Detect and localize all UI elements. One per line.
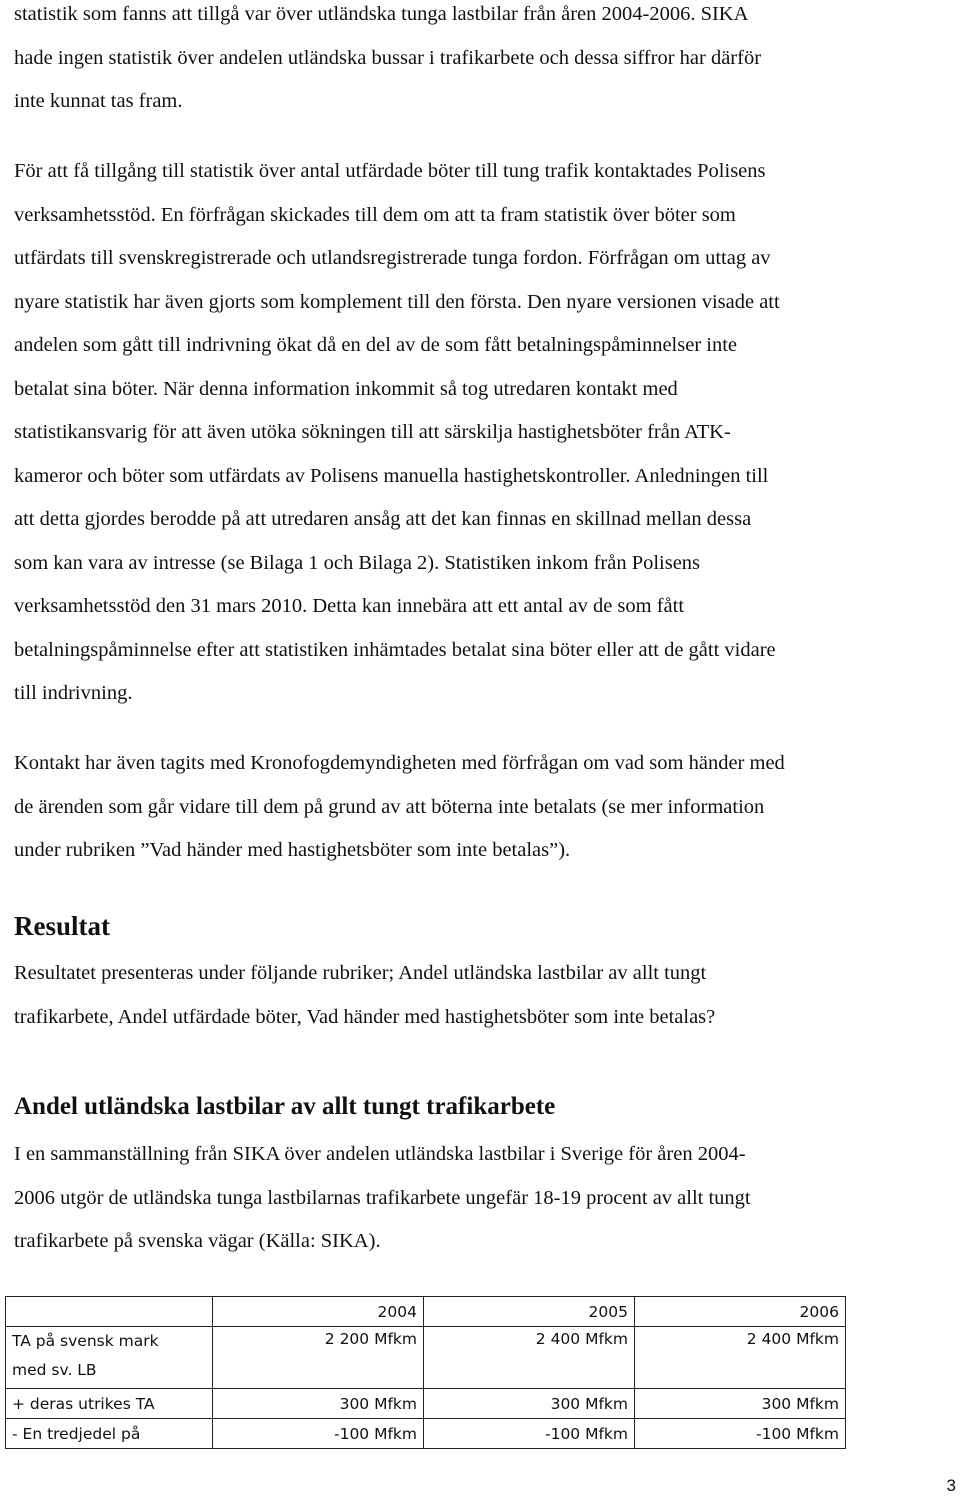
text-line: till indrivning. bbox=[14, 682, 133, 704]
text-line: att detta gjordes berodde på att utredaren ansåg att det kan finnas en skillnad mellan dessa bbox=[14, 508, 752, 530]
text-line: nyare statistik har även gjorts som komplement till den första. Den nyare versionen visade att bbox=[14, 290, 780, 313]
paragraph-kronofogden bbox=[14, 742, 785, 873]
text-line: verksamhetsstöd. En förfrågan skickades till dem om att ta fram statistik över böter som bbox=[14, 203, 736, 226]
table-cell: 2 400 Mfkm bbox=[424, 1327, 635, 1389]
text-line: Resultatet presenteras under följande rubriker; Andel utländska lastbilar av allt tungt bbox=[14, 962, 707, 984]
paragraph-sika-statistics bbox=[14, 0, 761, 124]
text-line: under rubriken ”Vad händer med hastighetsböter som inte betalas”). bbox=[14, 839, 571, 861]
label-line: TA på svensk mark bbox=[12, 1332, 159, 1350]
text-line: trafikarbete på svenska vägar (Källa: SIKA). bbox=[14, 1230, 381, 1252]
page-number: 3 bbox=[946, 1476, 956, 1495]
heading-andel-utlandska-lastbilar: Andel utländska lastbilar av allt tungt trafikarbete bbox=[14, 1093, 556, 1120]
table-cell: 300 Mfkm bbox=[213, 1389, 424, 1419]
text-line: Kontakt har även tagits med Kronofogdemyndigheten med förfrågan om vad som händer med bbox=[14, 752, 785, 774]
text-line: statistik som fanns att tillgå var över utländska tunga lastbilar från åren 2004-2006. SIKA bbox=[14, 3, 749, 25]
table-cell: 300 Mfkm bbox=[424, 1389, 635, 1419]
text-line: För att få tillgång till statistik över antal utfärdade böter till tung trafik kontaktades Polisens bbox=[14, 160, 766, 182]
text-line: kameror och böter som utfärdats av Polisens manuella hastighetskontroller. Anledningen till bbox=[14, 464, 769, 487]
text-line: de ärenden som går vidare till dem på grund av att böterna inte betalats (se mer information bbox=[14, 795, 765, 818]
table-cell: -100 Mfkm bbox=[213, 1419, 424, 1449]
text-line: statistikansvarig för att även utöka sökningen till att särskilja hastighetsböter från ATK- bbox=[14, 421, 731, 443]
paragraph-resultat-intro bbox=[14, 952, 715, 1039]
paragraph-sika-sammanstallning bbox=[14, 1133, 751, 1264]
table-row-label: + deras utrikes TA bbox=[6, 1389, 213, 1419]
table-row-label: - En tredjedel på bbox=[6, 1419, 213, 1449]
table-header-cell: 2005 bbox=[424, 1297, 635, 1327]
text-line: verksamhetsstöd den 31 mars 2010. Detta kan innebära att ett antal av de som fått bbox=[14, 595, 685, 617]
table-cell: 2 400 Mfkm bbox=[635, 1327, 846, 1389]
text-line: hade ingen statistik över andelen utländska bussar i trafikarbete och dessa siffror har därför bbox=[14, 46, 762, 69]
table-row bbox=[6, 1419, 846, 1449]
table-row bbox=[6, 1327, 846, 1389]
traffic-work-table bbox=[5, 1296, 846, 1449]
text-line: I en sammanställning från SIKA över andelen utländska lastbilar i Sverige för åren 2004- bbox=[14, 1143, 746, 1165]
table-header-cell bbox=[6, 1297, 213, 1327]
text-line: betalat sina böter. När denna information inkommit så tog utredaren kontakt med bbox=[14, 377, 678, 400]
table-cell: 300 Mfkm bbox=[635, 1389, 846, 1419]
table-row bbox=[6, 1389, 846, 1419]
table-header-cell: 2004 bbox=[213, 1297, 424, 1327]
text-line: betalningspåminnelse efter att statistiken inhämtades betalat sina böter eller att de gått vidare bbox=[14, 638, 776, 661]
paragraph-police-statistics bbox=[14, 150, 780, 716]
text-line: trafikarbete, Andel utfärdade böter, Vad händer med hastighetsböter som inte betalas? bbox=[14, 1005, 716, 1028]
text-line: inte kunnat tas fram. bbox=[14, 90, 183, 112]
label-line: med sv. LB bbox=[12, 1361, 97, 1379]
table-cell: -100 Mfkm bbox=[635, 1419, 846, 1449]
text-line: utfärdats till svenskregistrerade och utlandsregistrerade tunga fordon. Förfrågan om uttag av bbox=[14, 247, 771, 269]
table-cell: -100 Mfkm bbox=[424, 1419, 635, 1449]
table-row-label bbox=[6, 1327, 213, 1389]
table-cell: 2 200 Mfkm bbox=[213, 1327, 424, 1389]
text-line: som kan vara av intresse (se Bilaga 1 och Bilaga 2). Statistiken inkom från Polisens bbox=[14, 551, 701, 574]
text-line: andelen som gått till indrivning ökat då en del av de som fått betalningspåminnelser inte bbox=[14, 334, 738, 356]
table-header-row bbox=[6, 1297, 846, 1327]
heading-resultat: Resultat bbox=[14, 911, 110, 941]
text-line: 2006 utgör de utländska tunga lastbilarnas trafikarbete ungefär 18-19 procent av allt tungt bbox=[14, 1186, 751, 1209]
table-header-cell: 2006 bbox=[635, 1297, 846, 1327]
